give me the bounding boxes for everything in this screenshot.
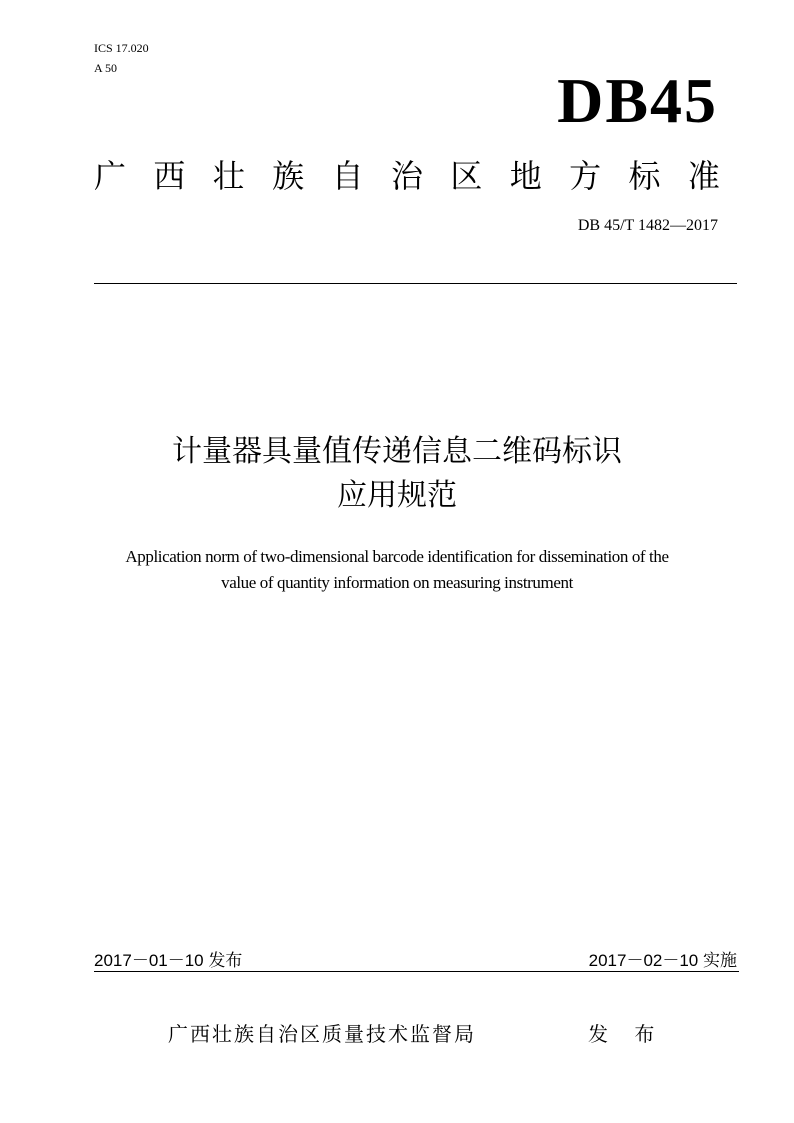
ics-code: ICS 17.020 xyxy=(94,41,149,55)
standard-type-char: 准 xyxy=(687,157,720,195)
bottom-divider xyxy=(94,971,739,972)
chinese-title-line-2: 应用规范 xyxy=(337,478,457,513)
english-title xyxy=(0,544,794,596)
classification-codes xyxy=(94,40,149,80)
standard-type-char: 区 xyxy=(450,157,483,195)
standard-type-char: 自 xyxy=(331,157,364,195)
implementation-date: 2017－02－10 实施 xyxy=(588,951,737,970)
standard-type-char: 治 xyxy=(390,157,423,195)
chinese-title xyxy=(0,430,794,518)
standard-type-char: 方 xyxy=(569,157,602,195)
standard-type-char: 族 xyxy=(272,157,305,195)
standard-type-char: 地 xyxy=(509,157,542,195)
chinese-title-line-1: 计量器具量值传递信息二维码标识 xyxy=(172,434,622,469)
standard-number: DB 45/T 1482—2017 xyxy=(577,217,718,234)
standard-type-title xyxy=(94,154,720,194)
standard-type-char: 广 xyxy=(94,157,127,195)
english-title-line-1: Application norm of two-dimensional barcode identification for dissemination of the xyxy=(125,547,669,566)
standard-type-char: 壮 xyxy=(212,157,245,195)
english-title-line-2: value of quantity information on measuring instrument xyxy=(221,573,573,592)
standard-type-char: 西 xyxy=(153,157,186,195)
top-divider xyxy=(94,283,737,284)
issue-label: 发 布 xyxy=(588,1022,665,1046)
standard-type-char: 标 xyxy=(628,157,661,195)
db-code-logo: DB45 xyxy=(557,65,718,136)
ccs-code: A 50 xyxy=(94,61,118,75)
issuing-authority: 广西壮族自治区质量技术监督局 xyxy=(168,1022,476,1046)
issue-date: 2017－01－10 发布 xyxy=(94,951,243,970)
